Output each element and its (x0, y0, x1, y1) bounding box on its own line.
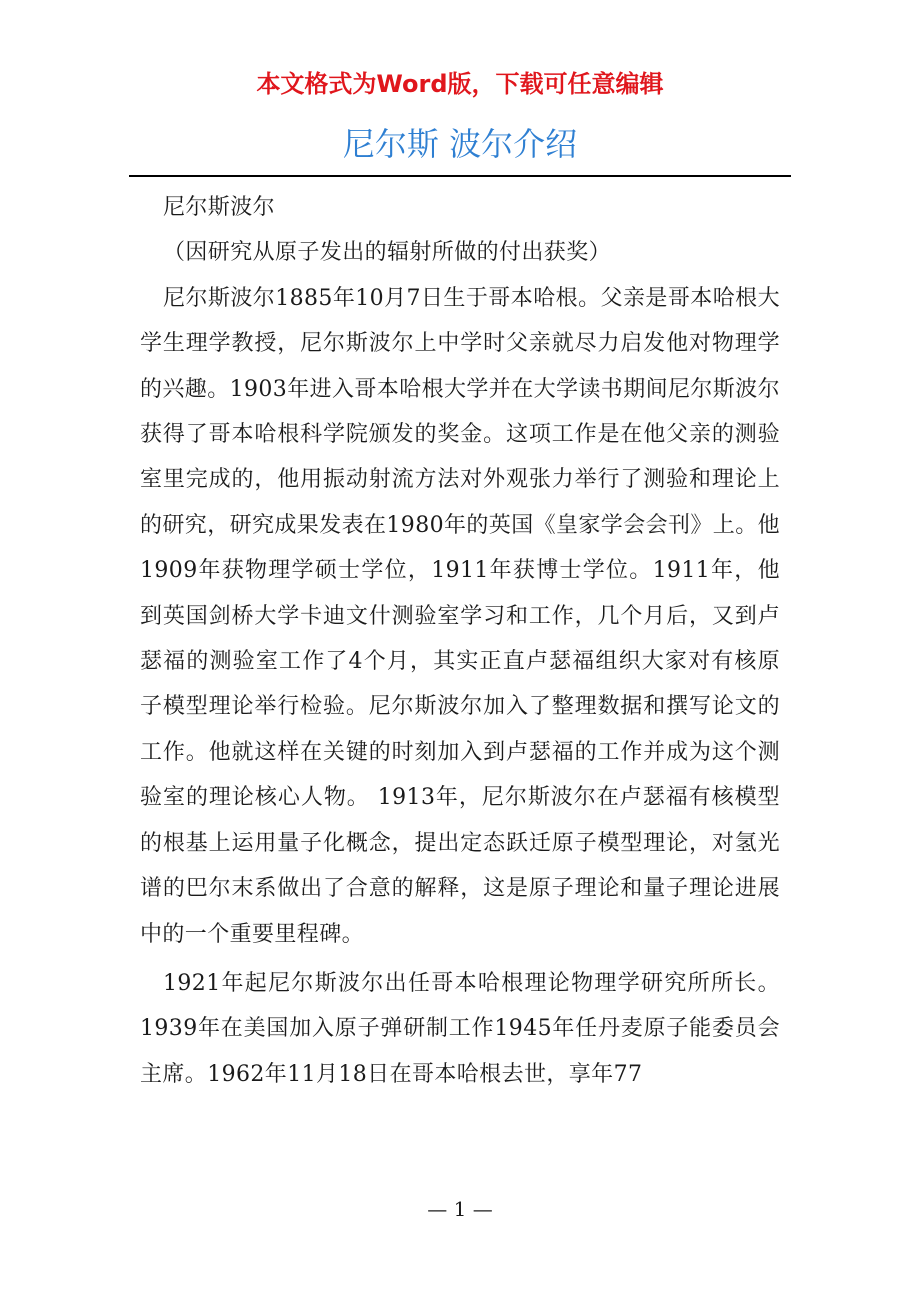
body-paragraph: 1921年起尼尔斯波尔出任哥本哈根理论物理学研究所所长。1939年在美国加入原子弹研制工作1945年任丹麦原子能委员会主席。1962年11月18日在哥本哈根去世，享年77 (140, 970, 780, 1087)
page-title: 尼尔斯 波尔介绍 (342, 125, 578, 163)
subject-name: 尼尔斯波尔 (163, 195, 276, 220)
page-number: — 1 — (427, 1197, 493, 1221)
award-note: （因研究从原子发出的辐射所做的付出获奖） (163, 240, 612, 266)
format-notice-banner: 本文格式为Word版，下载可任意编辑 (256, 70, 664, 98)
article-body (140, 185, 780, 1097)
body-paragraph: 尼尔斯波尔1885年10月7日生于哥本哈根。父亲是哥本哈根大学生理学教授，尼尔斯波尔上中学时父亲就尽力启发他对物理学的兴趣。1903年进入哥本哈根大学并在大学读书期间尼尔斯波尔获得了哥本哈根科学院颁发的奖金。这项工作是在他父亲的测验室里完成的，他用振动射流方法对外观张力举行了测验和理论上的研究，研究成果发表在1980年的英国《皇家学会会刊》上。他1909年获物理学硕士学位，1911年获博士学位。1911年，他到英国剑桥大学卡迪文什测验室学习和工作，几个月后，又到卢瑟福的测验室工作了4个月，其实正直卢瑟福组织大家对有核原子模型理论举行检验。尼尔斯波尔加入了整理数据和撰写论文的工作。他就这样在关键的时刻加入到卢瑟福的工作并成为这个测验室的理论核心人物。 1913年，尼尔斯波尔在卢瑟福有核模型的根基上运用量子化概念，提出定态跃迁原子模型理论，对氢光谱的巴尔末系做出了合意的解释，这是原子理论和量子理论进展中的一个重要里程碑。 (140, 285, 780, 947)
title-divider (129, 175, 791, 177)
